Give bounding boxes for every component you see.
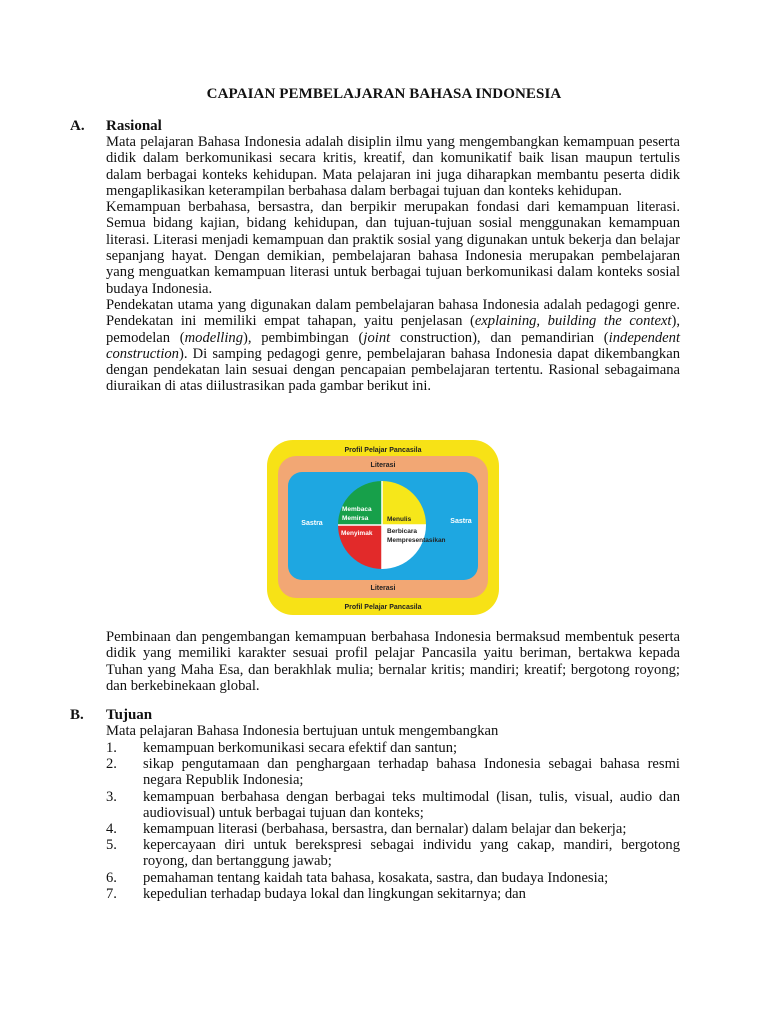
section-b-letter: B. bbox=[70, 707, 84, 723]
p3-text-5: ). Di samping pedagogi genre, pembelajaran bahasa Indonesia dapat dikembangkan dengan pendekatan lain sesuai dengan pencapaian pembelajaran tertentu. Rasional sebagaimana diuraikan di atas diilustrasikan pada gambar berikut ini. bbox=[106, 345, 680, 395]
mempresentasikan-label: Mempresentasikan bbox=[387, 537, 446, 544]
list-item-number: 5. bbox=[106, 837, 117, 854]
section-a-letter: A. bbox=[70, 118, 85, 134]
rasional-paragraph-1: Mata pelajaran Bahasa Indonesia adalah disiplin ilmu yang mengembangkan kemampuan peserta didik dalam berkomunikasi secara kritis, kreatif, dan komunikatif baik lisan maupun tertulis dalam berbagai konteks kehidupan. Mata pelajaran ini juga diharapkan membantu peserta didik mengaplikasikan keterampilan berbahasa dalam berbagai tujuan dan konteks kehidupan. bbox=[106, 134, 680, 199]
pembinaan-paragraph-block bbox=[106, 629, 680, 694]
sastra-label-left: Sastra bbox=[301, 520, 323, 527]
profil-label-top: Profil Pelajar Pancasila bbox=[344, 447, 422, 454]
list-item-text: kemampuan berkomunikasi secara efektif dan santun; bbox=[143, 740, 458, 756]
profil-label-bottom: Profil Pelajar Pancasila bbox=[344, 604, 422, 611]
list-item bbox=[106, 789, 680, 821]
list-item-text: sikap pengutamaan dan penghargaan terhadap bahasa Indonesia sebagai bahasa resmi negara Republik Indonesia; bbox=[143, 756, 680, 789]
literasi-label-bottom: Literasi bbox=[370, 585, 396, 592]
list-item-text: kemampuan berbahasa dengan berbagai teks multimodal (lisan, tulis, visual, audio dan audiovisual) untuk berbagai tujuan dan konteks; bbox=[143, 788, 680, 821]
list-item-number: 4. bbox=[106, 821, 117, 838]
p3-italic-independent: independent construction bbox=[106, 329, 680, 362]
p3-text-4: construction), dan pemandirian ( bbox=[390, 329, 609, 346]
section-a-title: Rasional bbox=[106, 118, 162, 134]
list-item bbox=[106, 740, 680, 756]
pembinaan-paragraph: Pembinaan dan pengembangan kemampuan berbahasa Indonesia bermaksud membentuk peserta didik yang memiliki karakter sesuai profil pelajar Pancasila yaitu beriman, bertakwa kepada Tuhan yang Maha Esa, dan berakhlak mulia; bernalar kritis; mandiri; kreatif; bergotong royong; dan berkebinekaan global. bbox=[106, 629, 680, 694]
membaca-label: Membaca bbox=[342, 506, 372, 513]
rasional-paragraph-3 bbox=[106, 297, 680, 395]
memirsa-label: Memirsa bbox=[342, 515, 369, 522]
list-item-text: pemahaman tentang kaidah tata bahasa, kosakata, sastra, dan budaya Indonesia; bbox=[143, 869, 609, 886]
list-item bbox=[106, 756, 680, 788]
list-item-number: 6. bbox=[106, 869, 117, 886]
tujuan-intro-block bbox=[106, 723, 680, 739]
list-item-text: kepercayaan diri untuk berekspresi sebagai individu yang cakap, mandiri, bergotong royong, dan bertanggung jawab; bbox=[143, 837, 680, 870]
literasi-label-top: Literasi bbox=[370, 462, 396, 469]
p3-text-3: ), pembimbingan ( bbox=[243, 329, 364, 346]
menyimak-label: Menyimak bbox=[341, 530, 373, 537]
literacy-diagram bbox=[266, 439, 500, 616]
p3-italic-explaining: explaining, building the context bbox=[474, 313, 672, 330]
menulis-label: Menulis bbox=[387, 516, 412, 523]
p3-italic-joint: joint bbox=[363, 329, 391, 346]
document-title: CAPAIAN PEMBELAJARAN BAHASA INDONESIA bbox=[206, 86, 562, 102]
list-item-number: 1. bbox=[106, 740, 117, 756]
list-item-number: 7. bbox=[106, 885, 117, 902]
list-item-text: kemampuan literasi (berbahasa, bersastra, dan bernalar) dalam belajar dan bekerja; bbox=[143, 821, 627, 838]
list-item-text: kepedulian terhadap budaya lokal dan lingkungan sekitarnya; dan bbox=[143, 885, 526, 902]
list-item bbox=[106, 870, 680, 886]
rasional-paragraph-2: Kemampuan berbahasa, bersastra, dan berpikir merupakan fondasi dari kemampuan literasi. Semua bidang kajian, bidang kehidupan, dan tujuan-tujuan sosial menggunakan kemampuan literasi. Literasi menjadi kemampuan dan praktik sosial yang digunakan untuk bekerja dan belajar sepanjang hayat. Dengan demikian, pembelajaran bahasa Indonesia merupakan pembelajaran yang menguatkan kemampuan literasi untuk berbagai tujuan berkomunikasi dalam konteks sosial budaya Indonesia. bbox=[106, 199, 680, 297]
list-item bbox=[106, 886, 680, 902]
list-item bbox=[106, 821, 680, 837]
sastra-label-right: Sastra bbox=[450, 518, 472, 525]
berbicara-label: Berbicara bbox=[387, 528, 417, 535]
p3-text-1: Pendekatan utama yang digunakan dalam pembelajaran bahasa Indonesia adalah pedagogi genre. Pendekatan ini memiliki empat tahapan, yaitu penjelasan ( bbox=[106, 296, 680, 330]
tujuan-intro: Mata pelajaran Bahasa Indonesia bertujuan untuk mengembangkan bbox=[106, 723, 499, 739]
tujuan-list bbox=[106, 740, 680, 902]
rasional-paragraphs bbox=[106, 134, 680, 395]
list-item-number: 3. bbox=[106, 788, 117, 805]
p3-text-2: ), pemodelan ( bbox=[106, 313, 680, 346]
section-b-title: Tujuan bbox=[106, 707, 153, 723]
p3-italic-modelling: modelling bbox=[184, 329, 244, 346]
list-item bbox=[106, 837, 680, 869]
list-item-number: 2. bbox=[106, 756, 117, 773]
